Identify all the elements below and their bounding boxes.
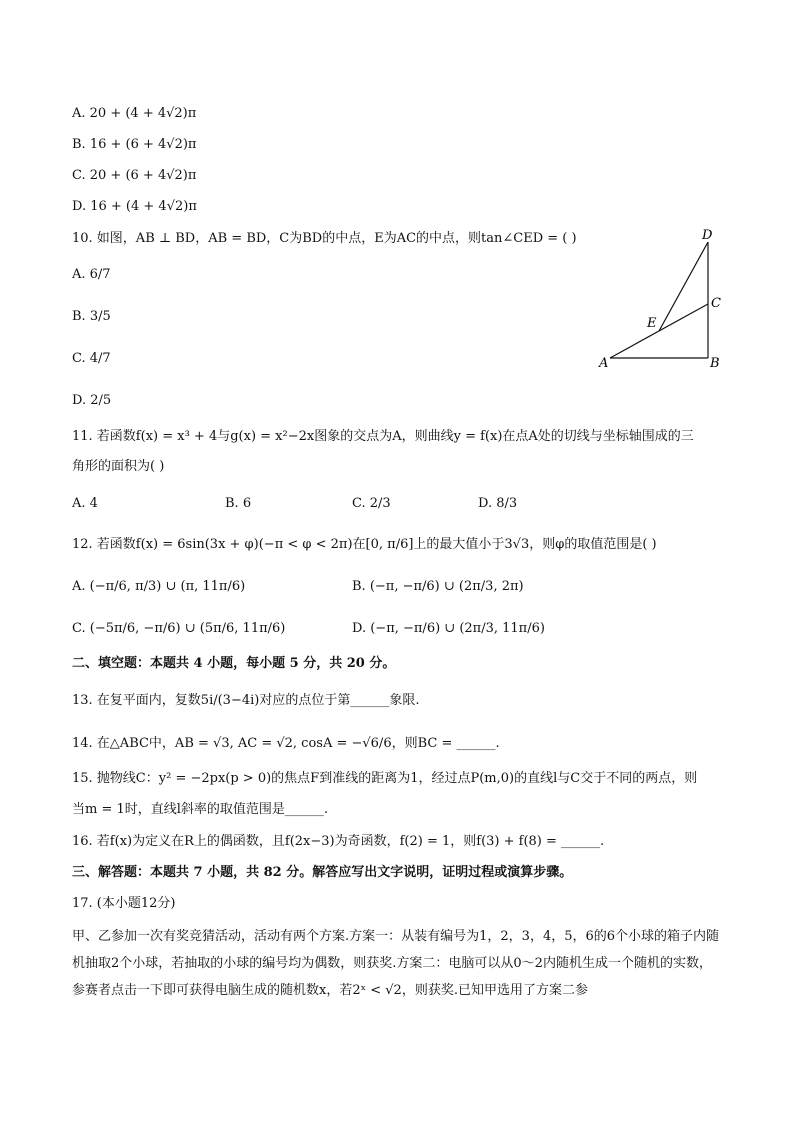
- q14: 14. 在△ABC中，AB = √3, AC = √2, cosA = −√6/6，则BC = ______.: [72, 736, 500, 751]
- q9-option-d: D. 16 + (4 + 4√2)π: [72, 199, 197, 214]
- q11-option-a: A. 4: [72, 496, 98, 511]
- q12-option-c: C. (−5π/6, −π/6) ∪ (5π/6, 11π/6): [72, 621, 286, 636]
- q9-option-c: C. 20 + (6 + 4√2)π: [72, 168, 197, 183]
- section-fill-in-heading: 二、填空题：本题共 4 小题，每小题 5 分，共 20 分。: [72, 656, 396, 671]
- q10-stem: 10. 如图，AB ⊥ BD，AB = BD，C为BD的中点，E为AC的中点，则tan∠CED = ( ): [72, 231, 577, 246]
- q10-option-a: A. 6/7: [72, 267, 111, 282]
- q12-option-d: D. (−π, −π/6) ∪ (2π/3, 11π/6): [352, 621, 545, 636]
- q9-option-b: B. 16 + (6 + 4√2)π: [72, 137, 197, 152]
- q13: 13. 在复平面内，复数5i/(3−4i)对应的点位于第______象限.: [72, 693, 420, 708]
- q11-option-d: D. 8/3: [478, 496, 518, 511]
- q11-option-c: C. 2/3: [352, 496, 391, 511]
- label-a: A: [599, 356, 609, 371]
- q12-option-a: A. (−π/6, π/3) ∪ (π, 11π/6): [72, 579, 246, 594]
- q11-stem-line2: 角形的面积为( ): [72, 459, 165, 474]
- q17-header: 17. (本小题12分): [72, 896, 176, 911]
- label-d: D: [702, 228, 713, 243]
- section-solution-heading: 三、解答题：本题共 7 小题，共 82 分。解答应写出文字说明，证明过程或演算步骤。: [72, 865, 573, 880]
- q10-option-b: B. 3/5: [72, 309, 111, 324]
- q9-option-a: A. 20 + (4 + 4√2)π: [72, 106, 197, 121]
- q15-line1: 15. 抛物线C：y² = −2px(p > 0)的焦点F到准线的距离为1，经过点P(m,0)的直线l与C交于不同的两点，则: [72, 771, 698, 786]
- q12-option-b: B. (−π, −π/6) ∪ (2π/3, 2π): [352, 579, 524, 594]
- q12-stem: 12. 若函数f(x) = 6sin(3x + φ)(−π < φ < 2π)在[0, π/6]上的最大值小于3√3，则φ的取值范围是( ): [72, 537, 657, 552]
- q10-option-d: D. 2/5: [72, 393, 112, 408]
- q10-figure: [595, 225, 735, 375]
- q17-body: 甲、乙参加一次有奖竞猜活动，活动有两个方案.方案一：从装有编号为1，2，3，4，5，6的6个小球的箱子内随机抽取2个小球，若抽取的小球的编号均为偶数，则获奖.方案二：电脑可以从0～2内随机生成一个随机的实数，参赛者点击一下即可获得电脑生成的随机数x，若2ˣ < √2，则获奖.已知甲选用了方案二参: [72, 929, 720, 998]
- q11-option-b: B. 6: [225, 496, 252, 511]
- q16: 16. 若f(x)为定义在R上的偶函数，且f(2x−3)为奇函数，f(2) = 1，则f(3) + f(8) = ______.: [72, 834, 605, 849]
- q15-line2: 当m = 1时，直线l斜率的取值范围是______.: [72, 802, 329, 817]
- label-e: E: [647, 316, 657, 331]
- q10-option-c: C. 4/7: [72, 351, 111, 366]
- label-c: C: [711, 296, 721, 311]
- label-b: B: [710, 356, 720, 371]
- q11-stem-line1: 11. 若函数f(x) = x³ + 4与g(x) = x²−2x图象的交点为A，则曲线y = f(x)在点A处的切线与坐标轴围成的三: [72, 429, 694, 444]
